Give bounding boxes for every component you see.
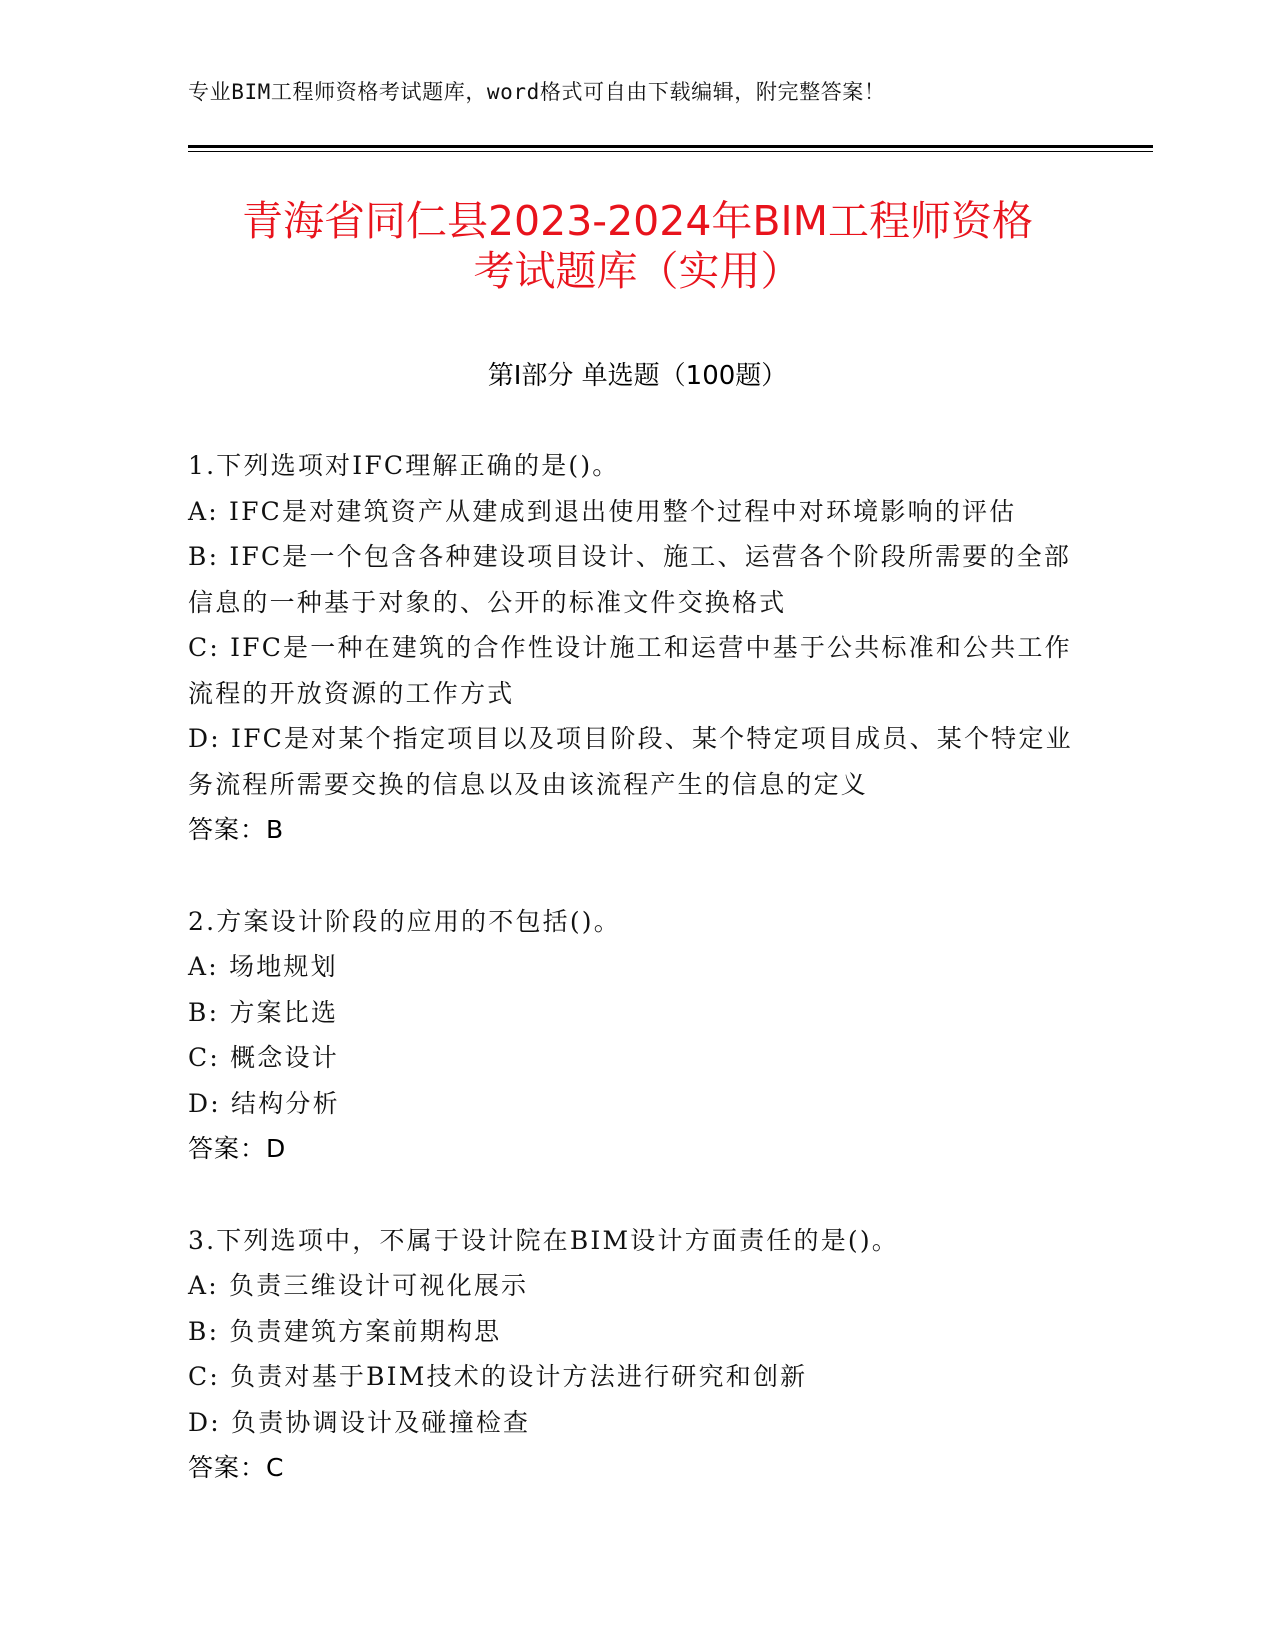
question-stem: 2.方案设计阶段的应用的不包括()。 — [188, 906, 621, 936]
question-list — [188, 443, 1088, 1537]
option-a: A: 负责三维设计可视化展示 — [188, 1271, 529, 1300]
option-b: B: 负责建筑方案前期构思 — [188, 1316, 502, 1346]
answer-label: 答案：D — [188, 1134, 287, 1163]
option-d: D: 结构分析 — [188, 1088, 340, 1118]
question-3 — [188, 1218, 1088, 1491]
option-b: B: 方案比选 — [188, 997, 339, 1027]
option-c: C: 概念设计 — [188, 1043, 339, 1072]
option-a: A: IFC是对建筑资产从建成到退出使用整个过程中对环境影响的评估 — [188, 496, 1017, 526]
question-stem: 1.下列选项对IFC理解正确的是()。 — [188, 451, 620, 480]
title-line-1: 青海省同仁县2023-2024年BIM工程师资格 — [241, 197, 1034, 245]
option-c: C: IFC是一种在建筑的合作性设计施工和运营中基于公共标准和公共工作流程的开放资源的工作方式 — [188, 633, 1072, 708]
question-1 — [188, 443, 1088, 853]
header-rule-thin — [188, 151, 1153, 152]
header-note: 专业BIM工程师资格考试题库，word格式可自由下载编辑，附完整答案！ — [188, 80, 886, 104]
option-b: B: IFC是一个包含各种建设项目设计、施工、运营各个阶段所需要的全部信息的一种基于对象的、公开的标准文件交换格式 — [188, 542, 1072, 617]
option-d: D: IFC是对某个指定项目以及项目阶段、某个特定项目成员、某个特定业务流程所需要交换的信息以及由该流程产生的信息的定义 — [188, 724, 1073, 799]
document-title — [150, 196, 1125, 296]
answer-label: 答案：C — [188, 1453, 285, 1482]
option-a: A: 场地规划 — [188, 952, 338, 981]
question-2 — [188, 899, 1088, 1172]
question-stem: 3.下列选项中，不属于设计院在BIM设计方面责任的是()。 — [188, 1225, 900, 1255]
title-line-2: 考试题库（实用） — [473, 247, 802, 295]
header-rule-thick — [188, 145, 1153, 148]
option-c: C: 负责对基于BIM技术的设计方法进行研究和创新 — [188, 1362, 808, 1391]
option-d: D: 负责协调设计及碰撞检查 — [188, 1407, 531, 1437]
answer-label: 答案：B — [188, 815, 285, 844]
section-heading: 第Ⅰ部分 单选题（100题） — [487, 361, 788, 391]
